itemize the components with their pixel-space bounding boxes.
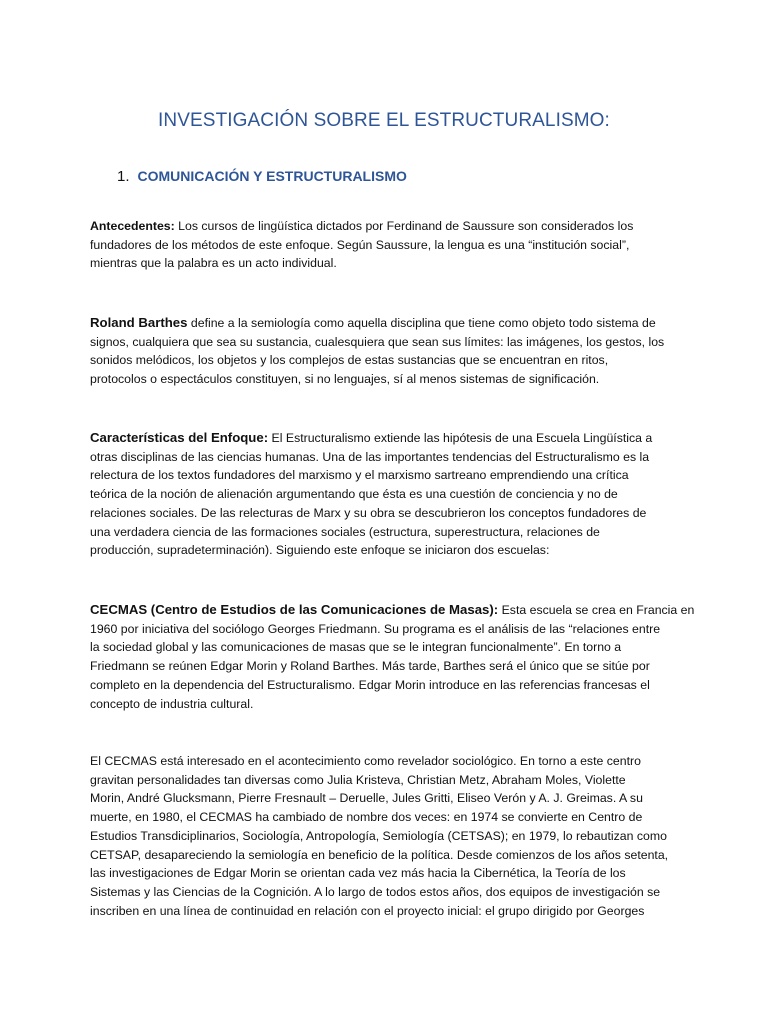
paragraph-lead: Roland Barthes — [90, 315, 188, 330]
document-title: INVESTIGACIÓN SOBRE EL ESTRUCTURALISMO: — [158, 110, 610, 131]
paragraph-lead: Características del Enfoque: — [90, 430, 269, 445]
paragraph-lead: Antecedentes: — [90, 219, 175, 233]
text-line: sonidos melódicos, los objetos y los complejos de estas sustancias que se encuentran en ritos, — [90, 353, 609, 368]
text-line: otras disciplinas de las ciencias humanas. Una de las importantes tendencias del Estructuralismo es la — [90, 449, 650, 464]
text-line: una verdadera ciencia de las formaciones sociales (estructura, superestructura, relaciones de — [90, 524, 600, 539]
text-line: mientras que la palabra es un acto individual. — [90, 256, 337, 271]
paragraph-cecmas — [90, 601, 695, 713]
text-line: 1960 por iniciativa del sociólogo Georges Friedmann. Su programa es el análisis de las “relaciones entre — [90, 621, 661, 636]
paragraph-cecmas-interes — [90, 752, 682, 920]
text-line: Antecedentes: Los cursos de lingüística dictados por Ferdinand de Saussure son considerados los — [90, 219, 634, 233]
text-line: relectura de los textos fundadores del marxismo y el marxismo sartreano emprendiendo una crítica — [90, 468, 629, 483]
text-line: teórica de la noción de alienación argumentando que ésta es una cuestión de conciencia y no de — [90, 487, 618, 502]
text-line: Estudios Transdiciplinarios, Sociología, Antropología, Semiología (CETSAS); en 1979, lo rebautizan como — [90, 828, 667, 843]
text-line: CETSAP, desapareciendo la semiología en beneficio de la política. Desde comienzos de los años setenta, — [90, 847, 669, 862]
text-line: Morin, André Glucksmann, Pierre Fresnault – Deruelle, Jules Gritti, Eliseo Verón y A. J. Greimas. A su — [90, 791, 643, 806]
text-line: producción, supradeterminación). Siguiendo este enfoque se iniciaron dos escuelas: — [90, 543, 550, 558]
text-line: la sociedad global y las comunicaciones de masas que se le integran funcionalmente”. En torno a — [90, 640, 622, 655]
text-line: fundadores de los métodos de este enfoque. Según Saussure, la lengua es una “institución social”, — [90, 237, 630, 252]
section-heading — [117, 168, 407, 185]
section-number: 1. — [117, 168, 130, 185]
paragraph-antecedentes — [90, 217, 682, 273]
text-line: Sistemas y las Ciencias de la Cognición. A lo largo de todos estos años, dos equipos de investigación se — [90, 884, 661, 899]
text-line: Roland Barthes define a la semiología como aquella disciplina que tiene como objeto todo sistema de — [90, 315, 656, 330]
text-line: CECMAS (Centro de Estudios de las Comunicaciones de Masas): Esta escuela se crea en Francia en — [90, 602, 695, 617]
text-line: relaciones sociales. De las relecturas de Marx y su obra se descubrieron los conceptos fundadores de — [90, 505, 647, 520]
paragraph-roland-barthes — [90, 314, 682, 389]
paragraph-caracteristicas — [90, 429, 682, 560]
text-line: Características del Enfoque: El Estructuralismo extiende las hipótesis de una Escuela Lingüística a — [90, 430, 653, 445]
text-line: concepto de industria cultural. — [90, 696, 254, 711]
paragraph-lead: CECMAS (Centro de Estudios de las Comunicaciones de Masas): — [90, 602, 499, 617]
text-line: gravitan personalidades tan diversas como Julia Kristeva, Christian Metz, Abraham Moles, Violette — [90, 772, 626, 787]
section-title: COMUNICACIÓN Y ESTRUCTURALISMO — [137, 168, 407, 184]
text-line: inscriben en una línea de continuidad en relación con el proyecto inicial: el grupo dirigido por Georges — [90, 903, 645, 918]
text-line: El CECMAS está interesado en el acontecimiento como revelador sociológico. En torno a este centro — [90, 754, 641, 768]
text-line: Friedmann se reúnen Edgar Morin y Roland Barthes. Más tarde, Barthes será el único que se sitúe por — [90, 659, 650, 674]
text-line: signos, cualquiera que sea su sustancia, cualesquiera que sean sus límites: las imágenes, los gestos, los — [90, 334, 665, 349]
text-line: las investigaciones de Edgar Morin se orientan cada vez más hacia la Cibernética, la Teoría de los — [90, 866, 626, 881]
text-line: completo en la dependencia del Estructuralismo. Edgar Morin introduce en las referencias francesas el — [90, 677, 650, 692]
text-line: protocolos o espectáculos constituyen, si no lenguajes, sí al menos sistemas de significación. — [90, 372, 600, 387]
text-line: muerte, en 1980, el CECMAS ha cambiado de nombre dos veces: en 1974 se convierte en Centro de — [90, 810, 643, 825]
